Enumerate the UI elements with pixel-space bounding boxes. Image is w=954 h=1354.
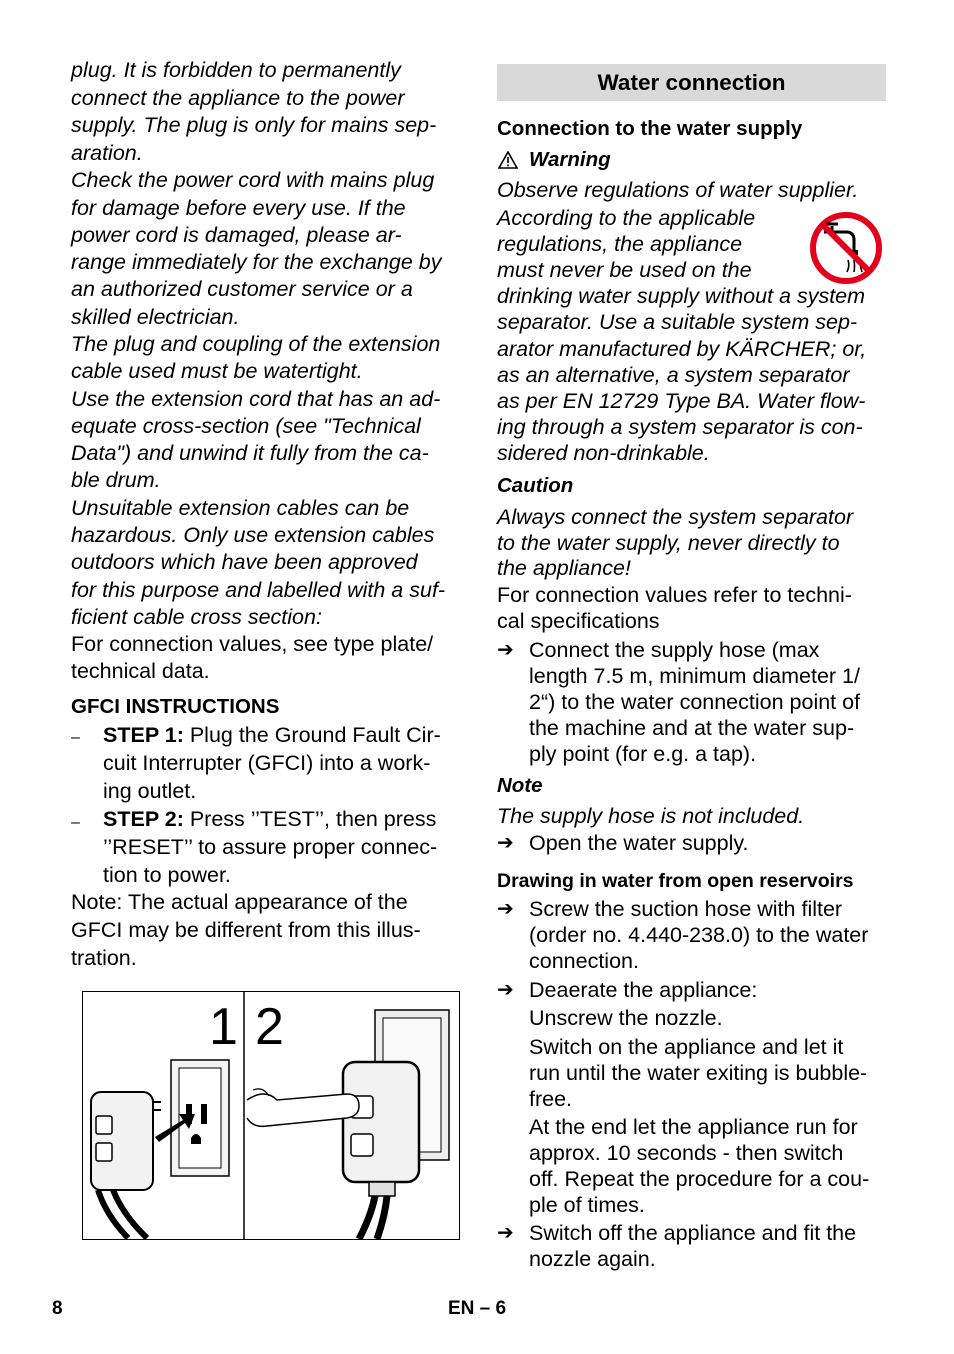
page-number: 8 bbox=[52, 1298, 63, 1319]
connection-values-line: For connection values refer to techni- bbox=[497, 583, 852, 607]
warning-label: Warning bbox=[529, 148, 611, 171]
section-title-bar bbox=[497, 64, 886, 101]
warning-line: arator manufactured by KÄRCHER; or, bbox=[497, 337, 867, 361]
panel-number: 1 bbox=[209, 998, 238, 1056]
warning-line: sidered non-drinkable. bbox=[497, 441, 710, 465]
connection-values-line: For connection values, see type plate/ bbox=[71, 632, 434, 656]
intro-line: ficient cable cross section: bbox=[71, 604, 322, 629]
step-line: ing outlet. bbox=[103, 779, 197, 803]
caution-line: to the water supply, never directly to bbox=[497, 531, 840, 555]
arrow-bullet-icon: ➔ bbox=[497, 832, 514, 854]
warning-line: According to the applicable bbox=[497, 206, 756, 230]
intro-line: cable used must be watertight. bbox=[71, 359, 363, 383]
step-label: STEP 2: bbox=[103, 807, 184, 831]
gfci-note-line: tration. bbox=[71, 946, 137, 970]
warning-line: as an alternative, a system separator bbox=[497, 363, 850, 387]
caution-line: Always connect the system separator bbox=[497, 505, 854, 529]
bullet-line: (order no. 4.440-238.0) to the water bbox=[529, 923, 869, 947]
intro-line: for this purpose and labelled with a suf- bbox=[71, 577, 446, 602]
bullet-line: nozzle again. bbox=[529, 1247, 656, 1271]
intro-line: outdoors which have been approved bbox=[71, 550, 418, 574]
warning-line: regulations, the appliance bbox=[497, 232, 743, 256]
step-line: cuit Interrupter (GFCI) into a work- bbox=[103, 751, 431, 775]
list-dash: – bbox=[71, 814, 80, 831]
step-text: Plug the Ground Fault Cir- bbox=[183, 723, 441, 747]
bullet-line: ply point (for e.g. a tap). bbox=[529, 742, 757, 766]
step-line: ’’RESET’’ to assure proper connec- bbox=[103, 835, 438, 859]
intro-line: Check the power cord with mains plug bbox=[71, 168, 435, 192]
warning-triangle-icon bbox=[498, 151, 518, 169]
step-first-line bbox=[103, 721, 441, 749]
step-label: STEP 1: bbox=[103, 723, 184, 747]
section-reference: EN – 6 bbox=[448, 1298, 507, 1319]
bullet-line: Screw the suction hose with filter bbox=[529, 897, 843, 921]
no-drinking-water-icon bbox=[808, 210, 884, 286]
arrow-bullet-icon: ➔ bbox=[497, 979, 514, 1001]
warning-line: Observe regulations of water supplier. bbox=[497, 178, 859, 202]
warning-line: as per EN 12729 Type BA. Water flow- bbox=[497, 389, 866, 413]
intro-line: skilled electrician. bbox=[71, 304, 240, 329]
deaerate-line: off. Repeat the procedure for a cou- bbox=[529, 1167, 870, 1191]
caution-label: Caution bbox=[497, 474, 574, 497]
intro-line: The plug and coupling of the extension bbox=[71, 332, 441, 356]
arrow-bullet-icon: ➔ bbox=[497, 898, 514, 920]
intro-line: for damage before every use. If the bbox=[71, 195, 406, 220]
warning-line: drinking water supply without a system bbox=[497, 284, 866, 308]
arrow-bullet-icon: ➔ bbox=[497, 1222, 514, 1244]
bullet-line: the machine and at the water sup- bbox=[529, 716, 855, 740]
deaerate-line: Switch on the appliance and let it bbox=[529, 1035, 844, 1059]
deaerate-line: Unscrew the nozzle. bbox=[529, 1006, 723, 1030]
bullet-line: 2“) to the water connection point of bbox=[529, 690, 861, 714]
arrow-bullet-icon: ➔ bbox=[497, 639, 514, 661]
intro-line: plug. It is forbidden to permanently bbox=[71, 58, 401, 82]
note-text: The supply hose is not included. bbox=[497, 804, 805, 828]
gfci-illustration-drawing bbox=[83, 992, 459, 1239]
intro-line: an authorized customer service or a bbox=[71, 277, 413, 301]
intro-line: hazardous. Only use extension cables bbox=[71, 523, 435, 547]
intro-line: aration. bbox=[71, 140, 143, 165]
bullet-line: connection. bbox=[529, 949, 639, 973]
step-text: Press ’’TEST’’, then press bbox=[183, 807, 437, 831]
connection-values-line: technical data. bbox=[71, 659, 210, 683]
sub-heading: Connection to the water supply bbox=[497, 117, 803, 140]
deaerate-line: approx. 10 seconds - then switch bbox=[529, 1141, 844, 1165]
warning-line: separator. Use a suitable system sep- bbox=[497, 310, 858, 334]
intro-line: Data") and unwind it fully from the ca- bbox=[71, 441, 429, 465]
bullet-line: length 7.5 m, minimum diameter 1/ bbox=[529, 664, 860, 688]
connection-values-line: cal specifications bbox=[497, 609, 660, 633]
step-first-line bbox=[103, 805, 436, 833]
intro-line: Unsuitable extension cables can be bbox=[71, 495, 410, 520]
deaerate-line: free. bbox=[529, 1087, 573, 1111]
bullet-line: Deaerate the appliance: bbox=[529, 978, 758, 1002]
bullet-line: Open the water supply. bbox=[529, 831, 749, 855]
deaerate-line: ple of times. bbox=[529, 1193, 645, 1217]
intro-line: power cord is damaged, please ar- bbox=[71, 223, 402, 247]
panel-number: 2 bbox=[255, 998, 284, 1056]
section-title: Water connection bbox=[597, 70, 786, 95]
intro-line: Use the extension cord that has an ad- bbox=[71, 386, 441, 411]
warning-line: ing through a system separator is con- bbox=[497, 415, 863, 439]
intro-line: equate cross-section (see "Technical bbox=[71, 414, 421, 438]
list-dash: – bbox=[71, 729, 80, 746]
reservoir-heading: Drawing in water from open reservoirs bbox=[497, 870, 854, 892]
gfci-note-line: Note: The actual appearance of the bbox=[71, 890, 408, 914]
bullet-line: Connect the supply hose (max bbox=[529, 638, 820, 662]
deaerate-line: run until the water exiting is bubble- bbox=[529, 1061, 868, 1085]
bullet-line: Switch off the appliance and fit the bbox=[529, 1221, 857, 1245]
warning-line: must never be used on the bbox=[497, 258, 752, 282]
gfci-heading: GFCI INSTRUCTIONS bbox=[71, 694, 280, 718]
intro-line: supply. The plug is only for mains sep- bbox=[71, 113, 437, 137]
note-label: Note bbox=[497, 774, 543, 797]
intro-line: ble drum. bbox=[71, 468, 161, 492]
gfci-note-line: GFCI may be different from this illus- bbox=[71, 918, 421, 942]
step-line: tion to power. bbox=[103, 863, 231, 887]
gfci-illustration bbox=[82, 991, 460, 1240]
intro-line: range immediately for the exchange by bbox=[71, 250, 442, 274]
intro-line: connect the appliance to the power bbox=[71, 85, 405, 110]
deaerate-line: At the end let the appliance run for bbox=[529, 1115, 858, 1139]
caution-line: the appliance! bbox=[497, 556, 631, 580]
